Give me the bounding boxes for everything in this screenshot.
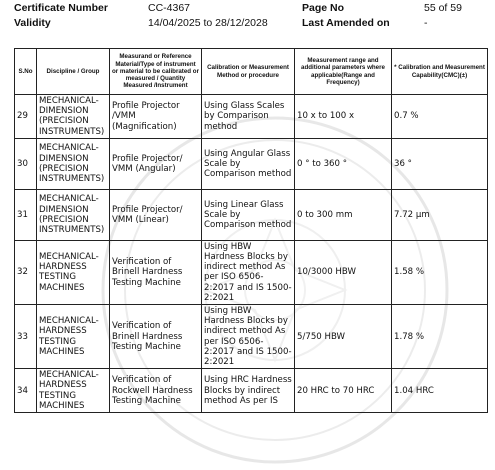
table-row bbox=[15, 305, 488, 369]
certificate-number-label: Certificate Number bbox=[14, 2, 108, 14]
last-amended-label: Last Amended on bbox=[302, 17, 390, 29]
table-row bbox=[15, 369, 488, 413]
cell-range: 0 ° to 360 ° bbox=[295, 138, 392, 189]
page-no-value: 55 of 59 bbox=[424, 2, 462, 14]
cell-discipline: MECHANICAL- HARDNESS TESTING MACHINES bbox=[37, 305, 110, 369]
cell-discipline: MECHANICAL- HARDNESS TESTING MACHINES bbox=[37, 369, 110, 413]
cell-sno: 31 bbox=[15, 189, 37, 240]
cell-cmc: 1.78 % bbox=[392, 305, 488, 369]
cell-measurand: Profile Projector /VMM (Magnification) bbox=[110, 95, 202, 139]
table-header-row bbox=[15, 49, 488, 95]
cell-method: Using Linear Glass Scale by Comparison method bbox=[202, 189, 295, 240]
column-header-discipline: Discipline / Group bbox=[37, 49, 110, 95]
validity-label: Validity bbox=[14, 17, 51, 29]
table-row bbox=[15, 189, 488, 240]
cell-discipline: MECHANICAL- DIMENSION (PRECISION INSTRUMENTS) bbox=[37, 189, 110, 240]
column-header-method: Calibration or Measurement Method or procedure bbox=[202, 49, 295, 95]
cell-measurand: Profile Projector/ VMM (Linear) bbox=[110, 189, 202, 240]
cell-cmc: 7.72 µm bbox=[392, 189, 488, 240]
last-amended-value: - bbox=[424, 17, 428, 29]
cell-discipline: MECHANICAL- HARDNESS TESTING MACHINES bbox=[37, 240, 110, 304]
validity-value: 14/04/2025 to 28/12/2028 bbox=[148, 17, 268, 29]
cell-range: 10/3000 HBW bbox=[295, 240, 392, 304]
cell-method: Using Glass Scales by Comparison method bbox=[202, 95, 295, 139]
scope-table bbox=[14, 48, 488, 413]
cell-sno: 29 bbox=[15, 95, 37, 139]
table-row bbox=[15, 138, 488, 189]
cell-cmc: 1.58 % bbox=[392, 240, 488, 304]
column-header-cmc: * Calibration and Measurement Capability(CMC)(±) bbox=[392, 49, 488, 95]
cell-method: Using HBW Hardness Blocks by indirect method As per ISO 6506-2:2017 and IS 1500-2:2021 bbox=[202, 305, 295, 369]
cell-discipline: MECHANICAL- DIMENSION (PRECISION INSTRUMENTS) bbox=[37, 138, 110, 189]
cell-measurand: Verification of Brinell Hardness Testing Machine bbox=[110, 240, 202, 304]
cell-cmc: 0.7 % bbox=[392, 95, 488, 139]
cell-measurand: Profile Projector/ VMM (Angular) bbox=[110, 138, 202, 189]
cell-range: 10 x to 100 x bbox=[295, 95, 392, 139]
column-header-measurand: Measurand or Reference Material/Type of instrument or material to be calibrated or measured / Quantity Measured /Instrument bbox=[110, 49, 202, 95]
cell-range: 0 to 300 mm bbox=[295, 189, 392, 240]
cell-range: 5/750 HBW bbox=[295, 305, 392, 369]
column-header-range: Measurement range and additional parameters where applicable(Range and Frequency) bbox=[295, 49, 392, 95]
table-row bbox=[15, 95, 488, 139]
cell-measurand: Verification of Brinell Hardness Testing Machine bbox=[110, 305, 202, 369]
cell-sno: 32 bbox=[15, 240, 37, 304]
cell-method: Using HBW Hardness Blocks by indirect method As per ISO 6506-2:2017 and IS 1500-2:2021 bbox=[202, 240, 295, 304]
page-no-label: Page No bbox=[302, 2, 345, 14]
cell-discipline: MECHANICAL- DIMENSION (PRECISION INSTRUMENTS) bbox=[37, 95, 110, 139]
cell-method: Using Angular Glass Scale by Comparison method bbox=[202, 138, 295, 189]
cell-cmc: 1.04 HRC bbox=[392, 369, 488, 413]
cell-measurand: Verification of Rockwell Hardness Testing Machine bbox=[110, 369, 202, 413]
cell-sno: 34 bbox=[15, 369, 37, 413]
column-header-sno: S.No bbox=[15, 49, 37, 95]
cell-cmc: 36 ° bbox=[392, 138, 488, 189]
cell-range: 20 HRC to 70 HRC bbox=[295, 369, 392, 413]
cell-method: Using HRC Hardness Blocks by indirect method As per IS bbox=[202, 369, 295, 413]
table-row bbox=[15, 240, 488, 304]
cell-sno: 33 bbox=[15, 305, 37, 369]
certificate-number-value: CC-4367 bbox=[148, 2, 191, 14]
cell-sno: 30 bbox=[15, 138, 37, 189]
